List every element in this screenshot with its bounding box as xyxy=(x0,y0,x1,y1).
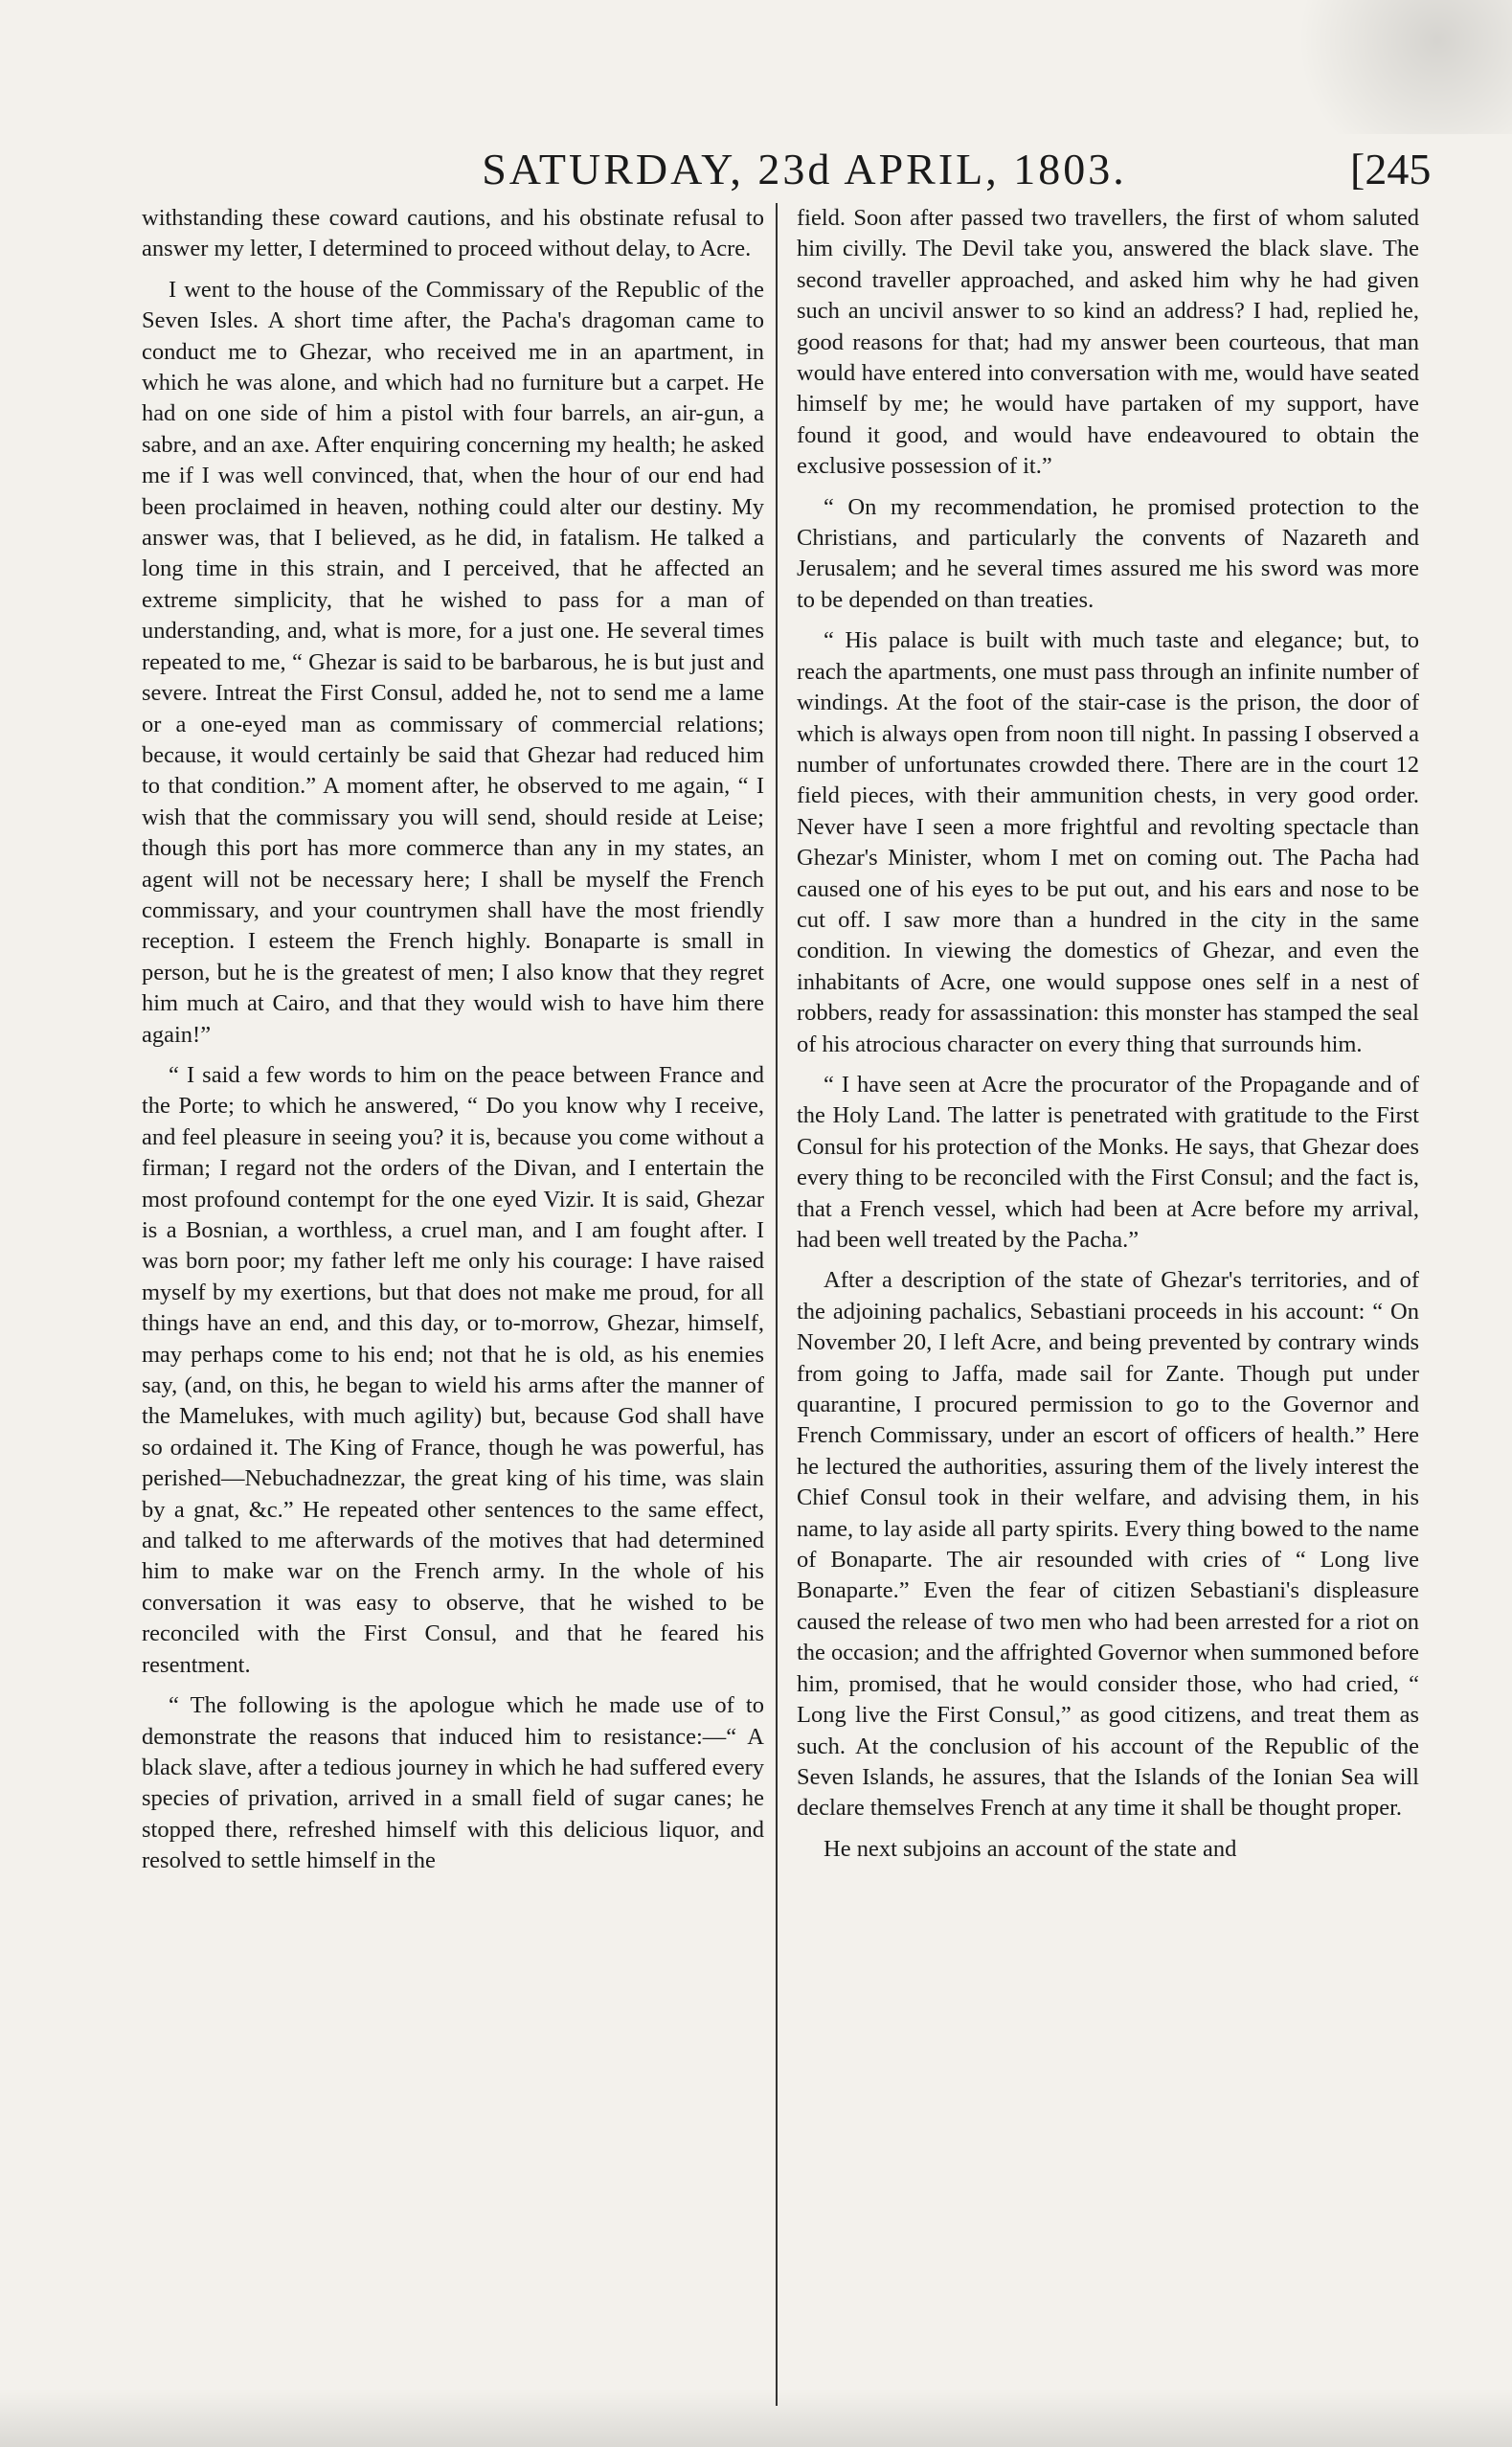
header-date-title: SATURDAY, 23d APRIL, 1803. xyxy=(482,145,1127,193)
paragraph: “ His palace is built with much taste and elegance; but, to reach the apartments, one must pass through an infinite number of windings. At the foot of the stair-case is the prison, the door of which is always open from noon till night. In passing I observed a number of unfortunates crowded there. There are in the court 12 field pieces, with their ammunition chests, in very good order. Never have I seen a more frightful and revolting spectacle than Ghezar's Minister, whom I met on coming out. The Pacha had caused one of his eyes to be put out, and his ears and nose to be cut off. I saw more than a hundred in the city in the same condition. In viewing the domestics of Ghezar, and even the inhabitants of Acre, one would suppose ones self in a nest of robbers, ready for assassination: this monster has stamped the seal of his atrocious character on every thing that surrounds him. xyxy=(797,627,1419,1057)
paragraph: “ I have seen at Acre the procurator of the Propagande and of the Holy Land. The latter is penetrated with gratitude to the First Consul for his protection of the Monks. He says, that Ghezar does every thing to be reconciled with the First Consul; and the fact is, that a French vessel, which had been at Acre before my arrival, had been well treated by the Pacha.” xyxy=(797,1071,1419,1253)
paragraph: “ On my recommendation, he promised protection to the Christians, and particularly the convents of Nazareth and Jerusalem; and he several times assured me his sword was more to be depended on than treaties. xyxy=(797,493,1419,613)
paragraph: I went to the house of the Commissary of the Republic of the Seven Isles. A short time after, the Pacha's dragoman came to conduct me to Ghezar, who received me in an apartment, in which he was alone, and which had no furniture but a carpet. He had on one side of him a pistol with four barrels, an air-gun, a sabre, and an axe. After enquiring concerning my health; he asked me if I was well convinced, that, when the hour of our end had been proclaimed in heaven, nothing could alter our destiny. My answer was, that I believed, as he did, in fatalism. He talked a long time in this strain, and I perceived, that he affected an extreme simplicity, that he wished to pass for a man of understanding, and, what is more, for a just one. He several times repeated to me, “ Ghezar is said to be barbarous, he is but just and severe. Intreat the First Consul, added he, not to send me a lame or a one-eyed man as commissary of commercial relations; because, it would certainly be said that Ghezar had reduced him to that condition.” A moment after, he observed to me again, “ I wish that the commissary you will send, should reside at Leise; though this port has more commerce than any in my states, an agent will not be necessary here; I shall be myself the French commissary, and your countrymen shall have the most friendly reception. I esteem the French highly. Bonaparte is small in person, but he is the greatest of men; I also know that they regret him much at Cairo, and that they would wish to have him there again!” xyxy=(142,276,764,1048)
paragraph: “ The following is the apologue which he made use of to demonstrate the reasons that induced him to resistance:—“ A black slave, after a tedious journey in which he had suffered every species of privation, arrived in a small field of sugar canes; he stopped there, refreshed himself with this delicious liquor, and resolved to settle himself in the xyxy=(142,1692,764,1874)
paragraph: field. Soon after passed two travellers, the first of whom saluted him civilly. The Devil take you, answered the black slave. The second traveller approached, and asked him why he had given such an uncivil answer to so kind an address? I had, replied he, good reasons for that; had my answer been courteous, that man would have entered into conversation with me, would have seated himself by me; he would have partaken of my support, have found it good, and would have endeavoured to obtain the exclusive possession of it.” xyxy=(797,205,1419,480)
right-column xyxy=(797,203,1419,2415)
left-column xyxy=(142,203,764,2415)
paper-speckle-top xyxy=(1263,0,1512,134)
page-header xyxy=(0,144,1512,201)
page-number: [245 xyxy=(1350,145,1432,193)
paragraph: He next subjoins an account of the state and xyxy=(824,1835,1237,1862)
column-divider xyxy=(776,203,778,2406)
paragraph: “ I said a few words to him on the peace between France and the Porte; to which he answered, “ Do you know why I receive, and feel pleasure in seeing you? it is, because you come without a firman; I regard not the orders of the Divan, and I entertain the most profound contempt for the one eyed Vizir. It is said, Ghezar is a Bosnian, a worthless, a cruel man, and I am fought after. I was born poor; my father left me only his courage: I have raised myself by my exertions, but that does not make me proud, for all things have an end, and this day, or to-morrow, Ghezar, himself, may perhaps come to his end; not that he is old, as his enemies say, (and, on this, he began to wield his arms after the manner of the Mamelukes, with much agility) but, because God shall have so ordained it. The King of France, though he was powerful, has perished—Nebuchadnezzar, the great king of his time, was slain by a gnat, &c.” He repeated other sentences to the same effect, and talked to me afterwards of the motives that had determined him to make war on the French army. In the whole of his conversation it was easy to observe, that he wished to be reconciled with the First Consul, and that he feared his resentment. xyxy=(142,1061,764,1678)
paragraph: After a description of the state of Ghezar's territories, and of the adjoining pachalics, Sebastiani proceeds in his account: “ On November 20, I left Acre, and being prevented by contrary winds from going to Jaffa, made sail for Zante. Though put under quarantine, I procured permission to go to the Governor and French Commissary, under an escort of officers of health.” Here he lectured the authorities, assuring them of the lively interest the Chief Consul took in their welfare, and advising them, in his name, to lay aside all party spirits. Every thing bowed to the name of Bonaparte. The air resounded with cries of “ Long live Bonaparte.” Even the fear of citizen Sebastiani's displeasure caused the release of two men who had been arrested for a riot on the occasion; and the affrighted Governor when summoned before him, promised, that he would consider those, who had cried, “ Long live the First Consul,” as good citizens, and treat them as such. At the conclusion of his account of the Republic of the Seven Islands, he assures, that the Islands of the Ionian Sea will declare themselves French at any time it shall be thought proper. xyxy=(797,1267,1419,1822)
paragraph: withstanding these coward cautions, and his obstinate refusal to answer my letter, I determined to proceed without delay, to Acre. xyxy=(142,205,764,262)
paper-speckle-bottom xyxy=(0,2390,1512,2447)
